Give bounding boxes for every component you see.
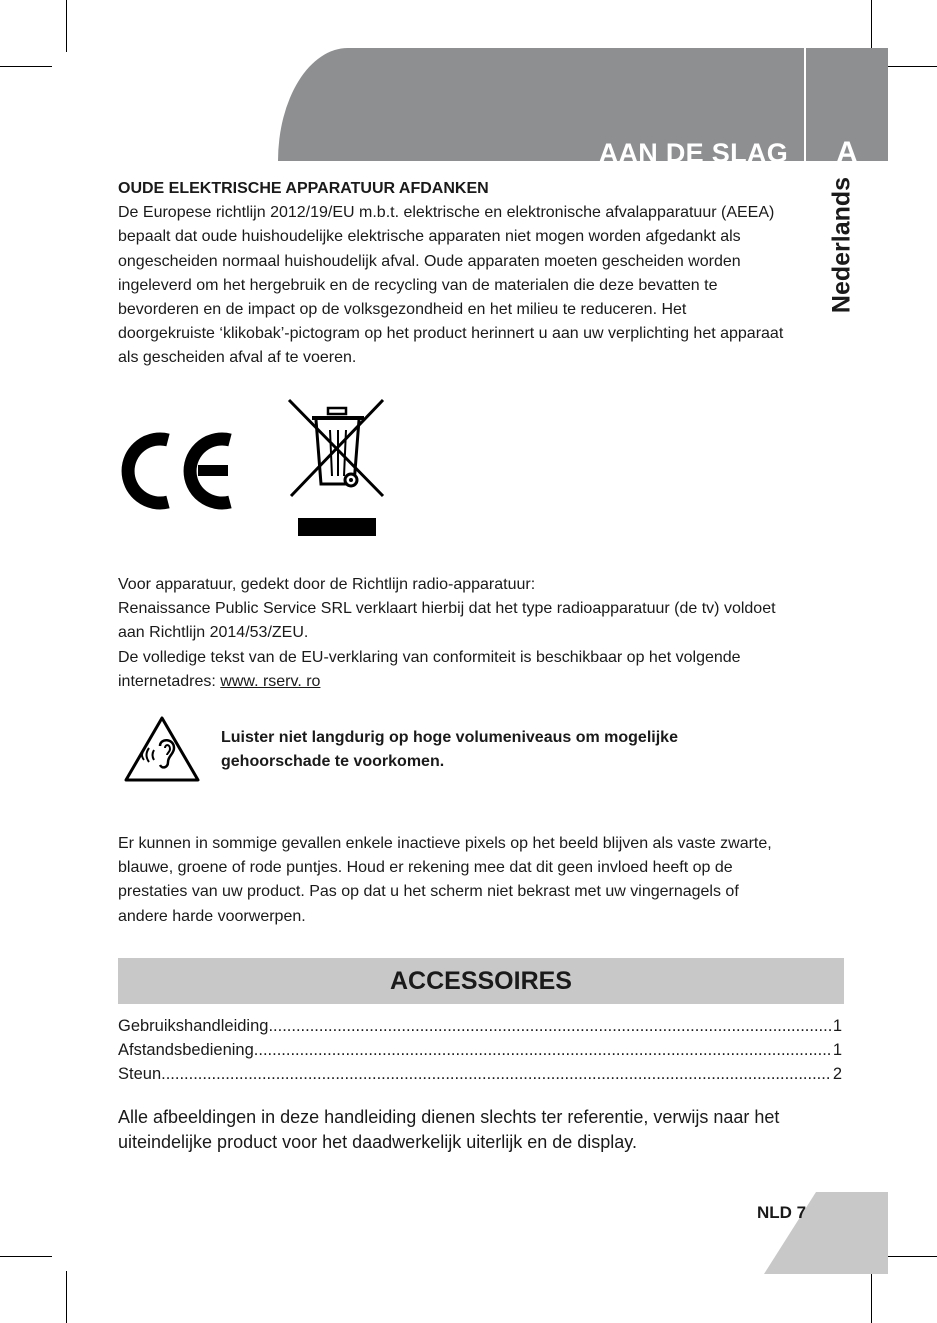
weee-line: ingeleverd om het hergebruik en de recycling van de materialen die deze bevatten te — [118, 276, 718, 294]
section-letter-box — [806, 48, 888, 169]
pixels-line: andere harde voorwerpen. — [118, 907, 306, 925]
pixels-section — [118, 832, 830, 929]
accessory-name: Gebruikshandleiding — [118, 1017, 269, 1035]
pixels-line: blauwe, groene of rode puntjes. Houd er rekening mee dat dit geen invloed heeft op de — [118, 859, 733, 877]
weee-line: De Europese richtlijn 2012/19/EU m.b.t. elektrische en elektronische afvalapparatuur (AEEA) — [118, 204, 775, 222]
leader-dots — [161, 1062, 831, 1086]
hearing-warning-icon — [122, 714, 202, 784]
crop-mark — [0, 66, 52, 67]
hearing-warning-text — [221, 726, 781, 774]
accessory-item — [118, 1014, 842, 1038]
weee-section — [118, 177, 830, 371]
weee-line: als gescheiden afval af te voeren. — [118, 349, 357, 367]
section-title: AAN DE SLAG — [598, 138, 788, 168]
crop-mark — [0, 1256, 52, 1257]
accessory-qty: 2 — [832, 1065, 842, 1083]
crop-mark — [885, 1256, 937, 1257]
radio-line: Renaissance Public Service SRL verklaart hierbij dat het type radioapparatuur (de tv) voldoet — [118, 600, 776, 618]
crop-mark — [871, 0, 872, 52]
crop-mark — [885, 66, 937, 67]
weee-line: bevorderen en de impact op de volksgezondheid en het milieu te reduceren. Het — [118, 301, 687, 319]
crop-mark — [66, 0, 67, 52]
weee-line: bepaalt dat oude huishoudelijke elektrische apparaten niet mogen worden afgedankt als — [118, 228, 741, 246]
crop-mark — [871, 1271, 872, 1323]
weee-line: ongescheiden normaal huishoudelijk afval. Oude apparaten moeten gescheiden worden — [118, 252, 741, 270]
section-header-bar — [278, 48, 804, 168]
crop-mark — [66, 1271, 67, 1323]
accessory-qty: 1 — [832, 1017, 842, 1035]
accessories-header-bar — [118, 958, 844, 1004]
pixels-line: prestaties van uw product. Pas op dat u het scherm niet bekrast met uw vingernagels of — [118, 883, 739, 901]
ce-mark-icon — [116, 428, 238, 514]
note-line: uiteindelijke product voor het daadwerkelijk uiterlijk en de display. — [118, 1132, 637, 1152]
warning-line: Luister niet langdurig op hoge volumeniveaus om mogelijke — [221, 729, 678, 746]
radio-line: De volledige tekst van de EU-verklaring van conformiteit is beschikbaar op het volgende — [118, 648, 741, 666]
crossed-bin-icon — [286, 398, 386, 538]
accessory-item — [118, 1038, 842, 1062]
pixels-line: Er kunnen in sommige gevallen enkele inactieve pixels op het beeld blijven als vaste zwarte, — [118, 835, 772, 852]
accessory-name: Afstandsbediening — [118, 1041, 254, 1059]
reference-note — [118, 1105, 838, 1155]
note-line: Alle afbeeldingen in deze handleiding dienen slechts ter referentie, verwijs naar het — [118, 1107, 780, 1127]
accessory-qty: 1 — [832, 1041, 842, 1059]
radio-line: aan Richtlijn 2014/53/ZEU. — [118, 624, 309, 642]
section-letter: A — [836, 136, 858, 169]
accessory-item — [118, 1062, 842, 1086]
radio-line-prefix: internetadres: — [118, 672, 221, 690]
radio-line — [118, 670, 830, 694]
radio-directive-section — [118, 573, 830, 694]
accessories-title: ACCESSOIRES — [390, 966, 572, 995]
accessories-list — [118, 1014, 842, 1086]
weee-heading: OUDE ELEKTRISCHE APPARATUUR AFDANKEN — [118, 180, 489, 197]
accessory-name: Steun — [118, 1065, 162, 1083]
warning-line: gehoorschade te voorkomen. — [221, 753, 445, 770]
website-link[interactable]: www. rserv. ro — [220, 672, 321, 690]
leader-dots — [254, 1038, 831, 1062]
language-label: Nederlands — [827, 176, 856, 314]
radio-line: Voor apparatuur, gedekt door de Richtlijn radio-apparatuur: — [118, 576, 536, 593]
page-number: NLD 7 — [757, 1203, 807, 1222]
weee-line: doorgekruiste ‘klikobak’-pictogram op het product herinnert u aan uw verplichting het apparaat — [118, 325, 784, 343]
leader-dots — [268, 1014, 830, 1038]
